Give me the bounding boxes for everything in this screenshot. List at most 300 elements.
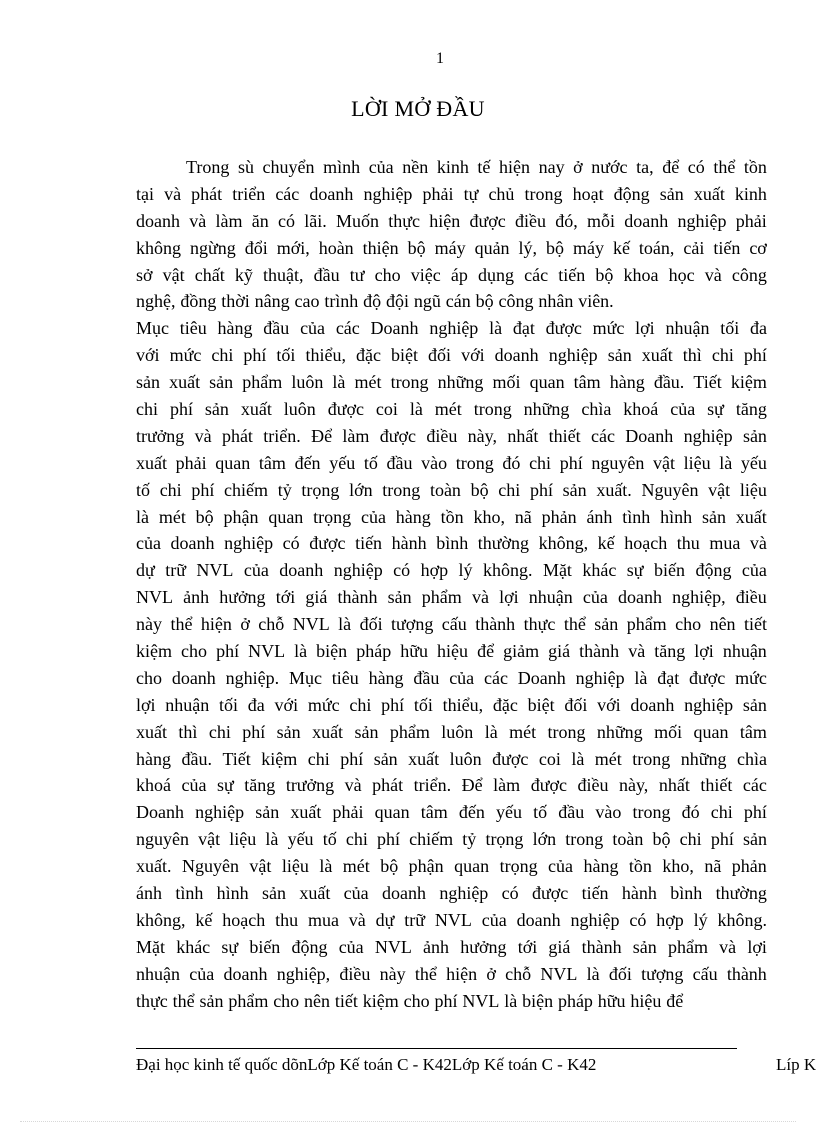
body-text [136,154,767,1015]
body-word: không. [483,560,533,581]
body-word: là [319,856,333,877]
body-word: kỹ [234,264,253,285]
body-word: của [343,883,369,904]
body-word: tiết [744,614,767,635]
body-word: thường [477,533,530,554]
body-word: phải [332,802,364,823]
body-word: hợp [420,560,449,581]
body-word: mét [342,856,370,877]
footer-divider [136,1048,737,1049]
body-word: Doanh [370,318,419,339]
body-word: thiết [700,775,733,796]
body-word: điều [735,587,767,608]
body-word: trọng [485,829,524,850]
body-word: nghiệp [195,802,245,823]
body-word: cấu [441,614,467,635]
body-word: tố [533,802,548,823]
body-line [136,934,767,961]
body-word: trọng [313,506,352,527]
body-line [136,799,767,826]
body-word: quan [374,802,410,823]
body-word: điều [426,425,458,446]
body-word: hành [391,533,427,554]
body-word: những [680,748,727,769]
body-word: không [136,237,181,258]
body-word: tối [720,318,740,339]
body-word: biện [316,641,348,662]
body-word: ăn [251,210,269,231]
body-line [136,235,767,262]
body-word: quan [529,372,565,393]
body-word: động [613,183,650,204]
body-word: trưởng [136,425,185,446]
footer-left-text: Đại học kinh tế quốc dõnLớp Kế toán C - K42Lớp Kế toán C - K42 [136,1055,597,1074]
body-word: phẩm [228,990,269,1011]
body-word: cho [403,990,430,1011]
body-word: tình [622,506,651,527]
body-word: đa [750,318,767,339]
body-word: tượng [391,614,434,635]
body-word: khoá [136,775,171,796]
body-word: chi [710,802,733,823]
body-word: thành [475,614,516,635]
body-word: trong [390,372,429,393]
body-word: coi [538,748,561,769]
body-word: nghiệp [570,909,620,930]
body-word: thời [221,291,250,312]
body-word: sự [626,560,644,581]
body-line [136,450,767,477]
body-word: hiệu [437,641,469,662]
body-word: động [291,936,328,957]
body-word: nhuận [165,694,210,715]
body-word: sản [354,721,379,742]
body-word: xuất [169,372,201,393]
body-word: trong [455,452,494,473]
body-word: xuất [290,802,322,823]
body-word: đầu [313,264,340,285]
body-word: nghiệp [363,183,413,204]
body-word: sản [594,614,619,635]
body-word: lý, [518,237,538,258]
body-word: nghiệp [439,883,489,904]
body-word: Muốn [336,210,380,231]
body-word: của [582,587,608,608]
body-word: Nguyên [181,856,239,877]
body-word: sản [136,372,160,393]
body-word: liệu [229,829,257,850]
body-word: kho, [662,856,694,877]
body-word: xuất [240,399,272,420]
body-word: phải [422,183,454,204]
body-word: biệt [391,345,419,366]
body-word: tồn [440,506,464,527]
body-word: phí [710,829,734,850]
body-word: cho [136,667,162,688]
body-word: xuất [735,506,767,527]
body-word: thuật, [263,264,304,285]
body-word: xuất. [136,856,172,877]
body-word: mức [307,694,340,715]
body-word: chiếm [224,479,269,500]
body-word: là [409,399,423,420]
body-word: xuất [693,183,725,204]
body-word: bình [670,883,703,904]
body-word: xuất [408,748,440,769]
body-word: giá [548,641,571,662]
body-word: thể [713,157,736,177]
body-word: các [483,667,508,688]
body-word: mức [735,667,767,688]
body-word: vật [653,452,675,473]
body-word: là [571,748,585,769]
body-word: mét [158,506,186,527]
body-word: NVL [292,614,330,635]
body-word: nghiệp [684,694,734,715]
body-word: chi [307,748,330,769]
body-word: các [590,425,615,446]
body-word: sản [701,506,726,527]
body-word: là [504,990,518,1011]
body-word: hành [621,883,657,904]
body-word: bộ [407,237,426,258]
body-word: công [498,291,534,312]
body-word: lợi [136,694,156,715]
body-word: những [523,399,570,420]
body-word: khoa [623,264,659,285]
body-word: hình [216,883,249,904]
body-word: tự [463,183,479,204]
body-word: và [719,936,737,957]
body-word: luôn [441,721,474,742]
body-word: điều [577,775,609,796]
body-word: sự [221,936,239,957]
body-word: cho [675,614,702,635]
body-word: lý [458,560,473,581]
body-word: trong [473,399,512,420]
body-word: liệu [281,856,309,877]
body-line [136,288,767,315]
body-word: tiến [581,883,609,904]
body-word: tới [517,936,538,957]
body-word: là [586,963,600,984]
body-word: xuất [136,452,167,473]
body-word: tối [219,694,239,715]
body-word: xuất [312,721,344,742]
body-word: việc [410,264,441,285]
body-word: phí [243,345,267,366]
body-line [136,772,767,799]
body-word: vật [162,264,185,285]
body-word: những [437,372,484,393]
body-word: trữ [165,560,186,581]
body-word: không. [717,909,767,930]
body-word: chi [529,452,552,473]
footer-right-text: Líp K [776,1055,816,1074]
body-word: nghiệp, [672,587,726,608]
body-word: liệu [739,479,767,500]
body-word: thành [579,641,620,662]
body-word: và [628,641,646,662]
body-word: hợp [656,909,684,930]
body-word: tố [136,479,151,500]
body-line [136,719,767,746]
body-line [136,746,767,773]
body-word: được [530,775,567,796]
body-word: sản [209,372,234,393]
body-word: thì [178,721,198,742]
body-word: hoạch [624,533,668,554]
body-word: toán, [638,237,675,258]
body-word: hoàn [318,237,354,258]
body-word: luôn [291,372,324,393]
body-word: được [379,425,417,446]
body-word: để [477,641,495,662]
body-word: Tiết [693,372,722,393]
body-word: thiểu, [442,694,484,715]
body-word: với [461,345,485,366]
body-word: tâm [258,452,286,473]
body-word: trong [632,748,671,769]
body-word: nã [704,856,722,877]
body-word: thu [275,909,299,930]
body-word: với [274,694,299,715]
body-line [136,665,767,692]
body-word: hàng [217,318,253,339]
body-word: chi [349,694,372,715]
body-word: có [687,157,705,177]
body-word: hoạch [222,909,266,930]
body-word: có [278,210,295,231]
body-word: hình [660,506,693,527]
body-word: nguyên [591,452,645,473]
body-word: sản [632,936,657,957]
body-word: coi [375,399,398,420]
body-word: các [742,775,767,796]
page-bottom-divider [20,1121,796,1122]
body-word: trong [382,479,421,500]
body-word: chi [211,345,234,366]
body-word: nghiệp [575,667,625,688]
body-word: được [309,533,346,554]
body-word: trong [547,721,586,742]
body-word: của [181,775,207,796]
body-word: hàng [395,506,431,527]
body-word: đổi [244,237,268,258]
body-line [136,907,767,934]
body-word: thiểu, [305,345,346,366]
body-word: lợi [635,318,655,339]
body-word: cho [374,264,401,285]
body-word: tối [276,345,296,366]
body-word: của [360,506,386,527]
body-word: nã [514,506,532,527]
body-word: cao [294,291,320,312]
body-word: vật [198,829,221,850]
body-word: luôn [449,748,482,769]
body-word: yếu [496,802,522,823]
body-word: nhuận [136,963,180,984]
body-word: giá [548,936,571,957]
body-word: ta, [636,157,654,177]
body-word: nay [538,157,565,177]
body-word: yếu [329,452,356,473]
body-word: là [136,506,149,527]
body-word: hàng [136,748,171,769]
body-word: kế [195,909,213,930]
body-word: mức [169,345,202,366]
body-word: doanh [171,667,216,688]
body-word: kế [612,237,630,258]
body-word: đầu. [181,748,212,769]
body-word: biến [249,936,281,957]
body-word: Mục [288,667,322,688]
body-word: phản [541,506,577,527]
body-word: nhân [538,291,574,312]
body-word: nghiệp. [225,667,280,688]
body-word: chi [345,829,368,850]
body-word: chỗ [505,963,532,984]
body-word: cán [445,291,471,312]
body-word: của [338,936,364,957]
body-word: là [489,318,503,339]
body-word: phát [372,775,404,796]
body-word: phí [381,694,405,715]
body-word: quản [474,237,510,258]
body-word: này, [618,775,649,796]
body-word: chi [208,721,231,742]
body-word: doanh [630,694,675,715]
body-word: yếu [287,829,314,850]
body-word: các [524,264,549,285]
body-word: chi [679,829,702,850]
body-word: phát [221,425,253,446]
body-word: Trong [186,157,230,177]
body-word: của [670,399,696,420]
body-word: có [282,533,300,554]
body-word: mỗi [587,210,616,231]
body-word: và [189,210,207,231]
body-word: tiến [713,237,741,258]
body-word: giảm [503,641,540,662]
body-word: đối [428,345,452,366]
body-word: làm [215,210,243,231]
body-line [136,477,767,504]
body-word: nên [304,990,331,1011]
body-word: thiết [548,425,581,446]
body-word: hoạt [572,183,604,204]
body-word: tỷ [462,829,477,850]
body-word: lớn [349,479,373,500]
body-word: này [136,614,162,635]
body-word: tồn [743,157,767,177]
body-word: sản [199,990,224,1011]
body-word: Tiết [222,748,251,769]
body-word: tới [275,587,296,608]
body-word: nghiệp [548,345,598,366]
body-word: sở [136,264,153,285]
body-word: phí [743,802,767,823]
body-word: sản [276,721,301,742]
body-word: thực [523,614,556,635]
body-word: tâm [573,372,601,393]
body-word: Doanh [625,425,674,446]
body-word: đầu [263,318,290,339]
body-word: phí [434,990,458,1011]
page-number: 1 [436,50,444,67]
body-word: của [481,909,507,930]
body-word: quan [215,452,251,473]
body-word: chìa [736,748,767,769]
body-word: Doanh [136,802,184,823]
body-word: động [695,560,732,581]
body-word: Mục [136,318,169,339]
body-line [136,880,767,907]
body-word: được [492,748,529,769]
body-word: phận [408,856,444,877]
body-word: NVL [540,963,578,984]
body-word: thể [172,990,195,1011]
body-word: phẩm [667,936,708,957]
body-word: thành [581,936,622,957]
body-word: biến [654,560,685,581]
body-word: đặc [492,694,518,715]
body-word: tố [322,829,337,850]
body-word: sản [742,829,767,850]
body-word: sản [204,399,229,420]
body-word: để [666,990,684,1011]
body-word: khác [176,936,211,957]
body-word: bộ [595,264,614,285]
body-word: được [469,210,506,231]
body-word: hiện [429,210,461,231]
body-word: mét [354,372,382,393]
body-word: nhuận [722,641,767,662]
body-word: sản [659,183,684,204]
body-word: kiệm [261,748,298,769]
body-word: nhuận [528,587,573,608]
body-word: nghiệp [429,318,479,339]
body-word: các [275,183,300,204]
body-word: và [749,533,767,554]
body-word: triển [232,183,266,204]
body-line [136,611,767,638]
body-word: và [471,587,489,608]
body-word: đó [681,802,700,823]
body-word: trình [324,291,359,312]
body-word: là [332,372,346,393]
body-word: sản [262,883,287,904]
body-word: đồng [180,291,217,312]
body-word: hưởng [460,936,507,957]
body-word: bộ [195,506,214,527]
body-word: đến [458,802,485,823]
body-word: ở [240,614,250,635]
body-word: phải [735,210,767,231]
body-word: cho [181,641,208,662]
body-word: đó [502,452,521,473]
body-word: và [164,183,182,204]
body-word: kinh [436,157,469,177]
body-word: chi [136,399,158,420]
body-word: trọng [499,856,538,877]
body-word: thể [414,963,437,984]
body-word: ngừng [189,237,236,258]
body-word: yếu [740,452,767,473]
body-word: được [545,318,582,339]
body-word: giá [305,587,328,608]
body-word: NVL [462,990,500,1011]
